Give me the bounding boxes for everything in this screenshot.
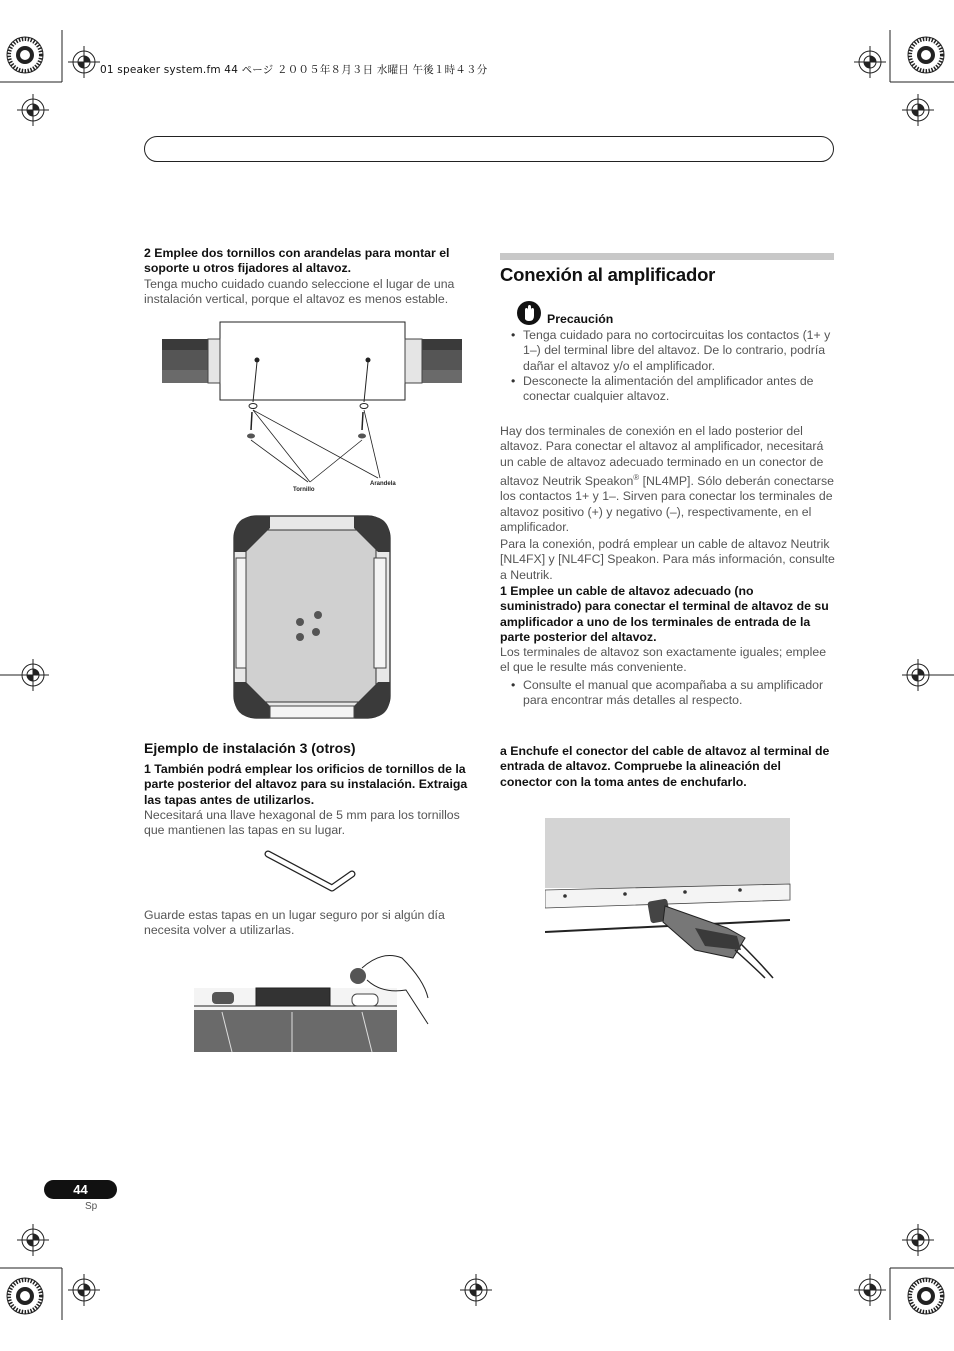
para2: Para la conexión, podrá emplear un cable de altavoz Neutrik [NL4FX] y [NL4FC] Speakon. Para más información, consulte a Neutrik. (500, 537, 835, 582)
right-title: Conexión al amplificador (500, 264, 716, 285)
left-step1 (144, 762, 479, 838)
right-step1-body: Los terminales de altavoz son exactamente iguales; emplee el que le resulte más conveniente. (500, 645, 827, 675)
chapter-bar (144, 136, 834, 162)
connection-paragraph (500, 424, 836, 583)
file-info-header: 01 speaker system.fm 44 ページ ２００５年８月３日 水曜日 午後１時４３分 (100, 64, 488, 76)
caution-label: Precaución (547, 312, 614, 326)
step2-title: 2 Emplee dos tornillos con arandelas para montar el soporte u otros fijadores al altavoz. (144, 246, 450, 276)
remove-caps-figure (192, 950, 432, 1055)
caution-list (500, 328, 836, 404)
speaker-back-figure (230, 512, 395, 727)
right-step1-bullet: • Consulte el manual que acompañaba a su amplificador para encontrar más detalles al respecto. (500, 678, 836, 709)
step1-body: Necesitará una llave hexagonal de 5 mm para los tornillos que mantienen las tapas en su lugar. (144, 807, 460, 838)
screw-label: Tornillo (293, 487, 315, 493)
right-step1 (500, 584, 836, 708)
right-step-a: a Enchufe el conector del cable de altavoz al terminal de entrada de altavoz. Compruebe la alineación del conector con la toma antes de enchufarlo. (500, 744, 830, 789)
bracket-mount-figure (160, 320, 465, 500)
page-number-badge: 44 (44, 1180, 117, 1199)
caution-item: • Tenga cuidado para no cortocircuitas los contactos (1+ y 1–) del terminal libre del altavoz. De lo contrario, podría dañar el altavoz y/o el amplificador. (500, 328, 836, 374)
step2-body: Tenga mucho cuidado cuando seleccione el lugar de una instalación vertical, porque el altavoz es menos estable. (144, 276, 455, 306)
keep-caps-note: Guarde estas tapas en un lugar seguro por si algún día necesita volver a utilizarlas. (144, 908, 445, 938)
caution-item: • Desconecte la alimentación del amplificador antes de conectar cualquier altavoz. (500, 374, 836, 405)
registered-mark: ® (633, 472, 640, 482)
right-step1-title: 1 Emplee un cable de altavoz adecuado (no suministrado) para conectar el terminal de altavoz de su amplificador a uno de los terminales de entrada de la parte posterior del altavoz. (500, 584, 829, 644)
speakon-connector-figure (545, 818, 791, 988)
caution-hand-icon (516, 300, 542, 326)
section-title-example3: Ejemplo de instalación 3 (otros) (144, 740, 356, 756)
left-step2 (144, 246, 479, 307)
language-code: Sp (85, 1201, 98, 1212)
hex-key-figure (262, 848, 362, 898)
step1-title: 1 También podrá emplear los orificios de tornillos de la parte posterior del altavoz para su instalación. Extraiga las tapas antes de utilizarlos. (144, 762, 468, 807)
para1-part-a: Hay dos terminales de conexión en el lado posterior del altavoz. Para conectar el altavoz al amplificador, necesitará un cable de altavoz adecuado terminado en un conector de altavoz Neutrik Speakon (500, 424, 824, 488)
para1-part-b: [NL4MP]. Sólo deberán conectarse los contactos 1+ y 1–. Sirven para conectar los terminales de altavoz positivo (+) y negativo (–), respectivamente, en el amplificador. (500, 473, 835, 534)
section-divider (500, 253, 834, 260)
washer-label: Arandela (370, 481, 396, 487)
